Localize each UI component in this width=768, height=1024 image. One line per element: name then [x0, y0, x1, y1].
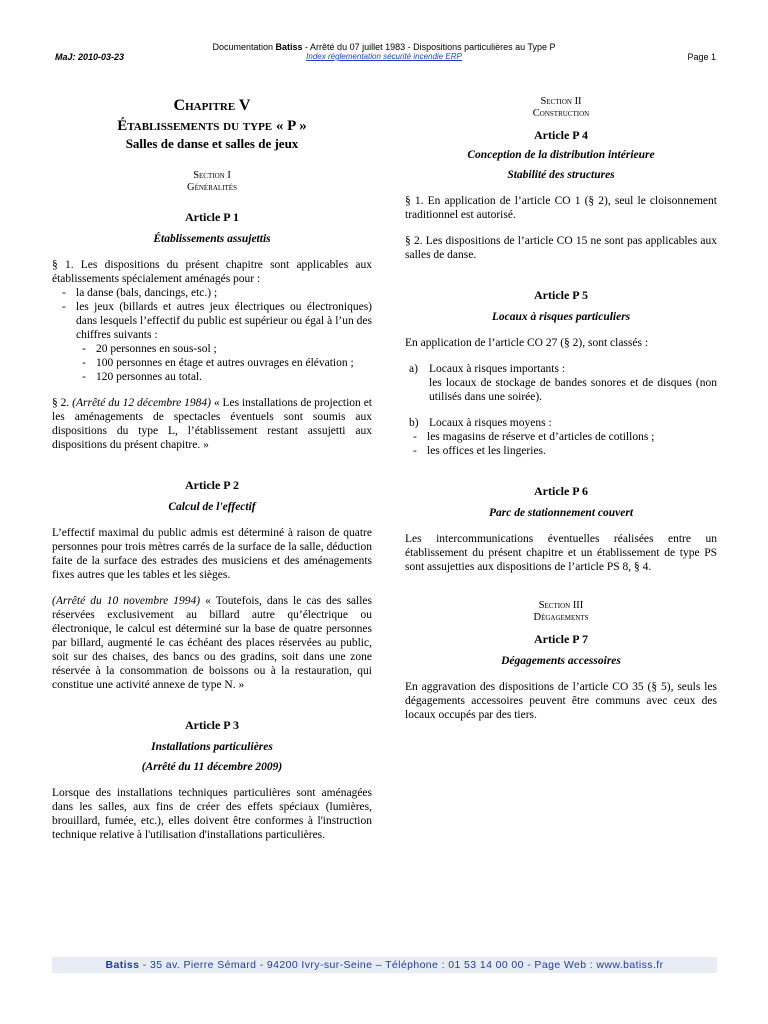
article-p3-para1: Lorsque des installations techniques particulières sont aménagées dans les salles, aux fins de créer des effets spéciaux (lumières, brouillard, fumée, etc.), elles doivent être conformes à l'instruction technique relative à l'utilisation d'installations particulières. [52, 787, 372, 841]
article-p5-title: Article P 5 [534, 288, 588, 302]
article-p1-title: Article P 1 [185, 210, 239, 224]
section-1-name: Généralités [187, 182, 237, 193]
decree-reference: (Arrêté du 12 décembre 1984) [72, 397, 211, 409]
article-p5-intro: En application de l’article CO 27 (§ 2), sont classés : [405, 337, 649, 349]
list-item: - 100 personnes en étage et autres ouvrages en élévation ; [82, 356, 372, 370]
article-p6-subtitle: Parc de stationnement couvert [488, 507, 634, 519]
article-p3-title: Article P 3 [185, 718, 239, 732]
list-item: - 20 personnes en sous-sol ; [82, 342, 372, 356]
decree-reference: (Arrêté du 10 novembre 1994) [52, 595, 201, 607]
article-p1-list [52, 286, 372, 384]
article-p4-para1: § 1. En application de l’article CO 1 (§ 2), seul le cloisonnement traditionnel est autorisé. [405, 195, 717, 221]
update-date: MaJ: 2010-03-23 [55, 52, 125, 62]
article-p4-para2: § 2. Les dispositions de l’article CO 15 ne sont pas applicables aux salles de danse. [405, 235, 717, 261]
article-p6-title: Article P 6 [534, 484, 588, 498]
index-link[interactable]: Index réglementation sécurité incendie ERP [306, 52, 462, 61]
article-p6-para1: Les intercommunications éventuelles réalisées entre un établissement du présent chapitre et un établissement de type PS sont assujetties aux dispositions de l’article PS 8, § 4. [405, 533, 717, 573]
section-3-name: Dégagements [533, 612, 589, 623]
right-column [405, 96, 717, 722]
item-title: Locaux à risques moyens : [429, 417, 552, 429]
list-item: - la danse (bals, dancings, etc.) ; [62, 286, 372, 300]
list-item [62, 300, 372, 384]
doc-suffix: - Arrêté du 07 juillet 1983 - Dispositions particulières au Type P [302, 42, 556, 52]
para-text: « Toutefois, dans le cas des salles réservées exclusivement au billard autre qu’électrique ou électronique, le calcul est déterminé sur la base de quatre personnes par billard, augmenté le cas échéant des places réservées au public, soit sur des chaises, des bancs ou des gradins, soit dans une zone réservée à la consommation de boissons ou à la restauration, qui constitue une activité annexe de type N. » [52, 595, 372, 691]
doc-prefix: Documentation [212, 42, 276, 52]
item-letter: b) [409, 417, 419, 429]
item-title: Locaux à risques importants : [429, 363, 566, 375]
page-number: Page 1 [687, 52, 716, 62]
article-p5-item-b [405, 416, 717, 430]
article-p5-subtitle: Locaux à risques particuliers [491, 311, 631, 323]
left-column [52, 96, 372, 842]
article-p4-subtitle2: Stabilité des structures [507, 169, 615, 181]
list-item: - 120 personnes au total. [82, 370, 372, 384]
page-footer [52, 957, 717, 973]
article-p7-title: Article P 7 [534, 632, 588, 646]
item-letter: a) [409, 363, 418, 375]
article-p2-subtitle: Calcul de l'effectif [168, 501, 256, 513]
footer-brand: Batiss [105, 959, 140, 971]
article-p1-para2 [52, 396, 372, 452]
para-text: « Les installations de projection et les aménagements de spectacles éventuels sont soumis aux dispositions du type L, l’établissement restant assujetti aux dispositions du présent chapitre. » [52, 397, 372, 451]
article-p4-title: Article P 4 [534, 128, 588, 142]
article-p4-subtitle: Conception de la distribution intérieure [467, 149, 655, 161]
article-p1-subtitle: Établissements assujettis [153, 233, 271, 245]
article-p5-item-a-text: les locaux de stockage de bandes sonores et de disques (non utilisés dans une soirée). [429, 377, 717, 403]
article-p2-para1: L’effectif maximal du public admis est déterminé à raison de quatre personnes pour trois mètres carrés de la surface de la salle, déduction faite de la surface des estrades des musiciens et des aménagements fixes autres que les tables et les sièges. [52, 527, 372, 581]
para-prefix: § 2. [52, 397, 73, 409]
chapter-subtitle: Établissements du type « P » [117, 118, 307, 134]
article-p1-para1: § 1. Les dispositions du présent chapitre sont applicables aux établissements spécialement aménagés pour : [52, 259, 372, 285]
article-p5-item-b-list [405, 430, 717, 458]
section-3-label: Section III [538, 600, 584, 611]
article-p1-sublist [76, 342, 372, 384]
section-2-name: Construction [532, 108, 590, 119]
doc-brand: Batiss [275, 42, 303, 52]
article-p7-subtitle: Dégagements accessoires [501, 655, 621, 667]
article-p2-title: Article P 2 [185, 478, 239, 492]
page-header [0, 0, 768, 70]
section-2-label: Section II [540, 96, 582, 107]
list-item-text: les jeux (billards et autres jeux électriques ou électroniques) dans lesquels l’effectif du public est supérieur ou égal à l’un des chiffres suivants : [76, 301, 372, 341]
document-title [0, 42, 768, 52]
article-p5-item-a [405, 362, 717, 376]
section-1-label: Section I [193, 170, 231, 181]
list-item: - les offices et les lingeries. [413, 444, 717, 458]
list-item: - les magasins de réserve et d’articles de cotillons ; [413, 430, 717, 444]
article-p7-para1: En aggravation des dispositions de l’article CO 35 (§ 5), seuls les dégagements accessoires peuvent être communs avec ceux des locaux occupés par des tiers. [405, 681, 717, 721]
chapter-title: Chapitre V [173, 97, 251, 114]
article-p3-subtitle: Installations particulières [151, 741, 273, 753]
article-p3-decree: (Arrêté du 11 décembre 2009) [141, 761, 283, 773]
chapter-tagline: Salles de danse et salles de jeux [125, 136, 299, 151]
article-p2-para2 [52, 594, 372, 692]
footer-contact: - 35 av. Pierre Sémard - 94200 Ivry-sur-Seine – Téléphone : 01 53 14 00 00 - Page Web : www.batiss.fr [139, 959, 664, 971]
